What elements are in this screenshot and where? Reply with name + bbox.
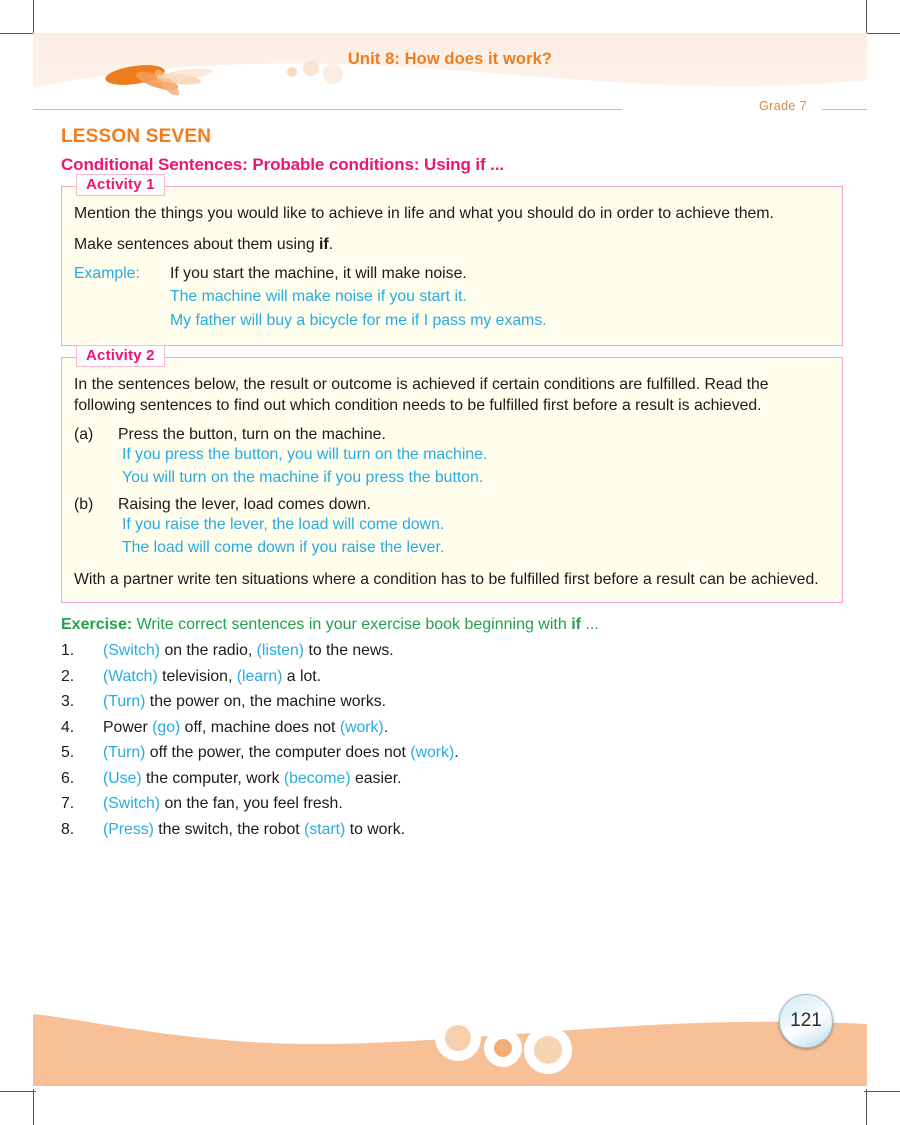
exercise-item-number: 1. — [61, 642, 75, 660]
exercise-item-text — [103, 795, 343, 813]
item-marker: (b) — [74, 495, 94, 513]
page-footer — [33, 990, 867, 1086]
item-answer-line: You will turn on the machine if you press the button. — [122, 468, 484, 486]
exercise-item — [61, 821, 843, 839]
example-line: My father will buy a bicycle for me if I pass my exams. — [170, 312, 547, 330]
exercise-item-number: 4. — [61, 718, 75, 736]
exercise-item — [61, 642, 843, 660]
exercise-verb-cue: (Turn) — [103, 744, 146, 762]
crop-mark-right-bottom — [864, 1091, 900, 1092]
crop-mark-bottom-right — [866, 1089, 867, 1125]
footer-wave-decoration — [33, 990, 867, 1086]
exercise-item — [61, 770, 843, 788]
exercise-verb-cue: (Press) — [103, 820, 154, 838]
exercise-item — [61, 719, 843, 737]
exercise-text-segment: the computer, work — [141, 769, 284, 787]
exercise-text-segment: to work. — [345, 820, 406, 838]
activity-1-instruction — [74, 234, 828, 255]
exercise-text-segment: . — [454, 744, 459, 762]
activity-2-item — [74, 426, 828, 490]
exercise-verb-cue: (go) — [152, 718, 181, 736]
crop-mark-top-right — [866, 0, 867, 36]
crop-mark-left-bottom — [0, 1091, 36, 1092]
item-answer-line: If you press the button, you will turn on the machine. — [122, 445, 488, 463]
exercise-item-number: 2. — [61, 667, 75, 685]
exercise-verb-cue: (work) — [339, 718, 384, 736]
exercise-text-segment: off the power, the computer does not — [145, 744, 411, 762]
exercise-item-text — [103, 693, 386, 711]
page-content — [33, 122, 867, 846]
exercise-verb-cue: (learn) — [236, 667, 283, 685]
exercise-text-segment: on the radio, — [160, 642, 257, 660]
exercise-item — [61, 693, 843, 711]
exercise-item — [61, 795, 843, 813]
exercise-text-segment: to the news. — [304, 642, 394, 660]
exercise-lead-label: Exercise: — [61, 616, 133, 634]
activity-1-box — [61, 176, 843, 346]
exercise-item-text — [103, 642, 394, 660]
activity-2-box — [61, 346, 843, 604]
exercise-item-number: 8. — [61, 820, 75, 838]
exercise-text-segment: the switch, the robot — [153, 820, 305, 838]
grade-rule-row — [33, 99, 867, 121]
exercise-verb-cue: (Use) — [103, 769, 142, 787]
crop-mark-right-top — [864, 33, 900, 34]
activity-2-item — [74, 496, 828, 560]
exercise-heading — [61, 616, 843, 634]
page-number-badge: 121 — [779, 994, 833, 1048]
rule-left — [33, 109, 622, 110]
grade-label: Grade 7 — [751, 99, 815, 113]
exercise-text-segment: television, — [157, 667, 237, 685]
exercise-instruction-post: ... — [580, 616, 599, 634]
instruction-pre: Make sentences about them using — [74, 236, 319, 253]
exercise-verb-cue: (work) — [410, 744, 455, 762]
crop-mark-left-top — [0, 33, 36, 34]
activity-1-example-row — [74, 265, 828, 283]
activity-1-intro: Mention the things you would like to achieve in life and what you should do in order to achieve them. — [74, 205, 774, 222]
exercise-keyword: if — [571, 616, 581, 634]
exercise-verb-cue: (listen) — [256, 642, 305, 660]
page-header — [33, 33, 867, 100]
exercise-text-segment: the power on, the machine works. — [145, 693, 387, 711]
exercise-item — [61, 668, 843, 686]
exercise-verb-cue: (Switch) — [103, 795, 161, 813]
exercise-text-segment: on the fan, you feel fresh. — [160, 795, 343, 813]
exercise-verb-cue: (start) — [304, 820, 346, 838]
exercise-item-text — [103, 719, 388, 737]
exercise-item — [61, 744, 843, 762]
exercise-item-number: 3. — [61, 693, 75, 711]
lesson-subtitle: Conditional Sentences: Probable conditions: Using if ... — [61, 155, 505, 174]
exercise-verb-cue: (Turn) — [103, 693, 146, 711]
exercise-item-text — [103, 821, 405, 839]
exercise-verb-cue: (Switch) — [103, 642, 161, 660]
activity-2-intro: In the sentences below, the result or outcome is achieved if certain conditions are fulfilled. Read the following sentences to find out which condition needs to be fulfilled first before a result is achieved. — [74, 375, 769, 414]
instruction-keyword: if — [319, 236, 329, 253]
exercise-item-text — [103, 744, 459, 762]
example-label: Example: — [74, 265, 140, 282]
item-main-sentence: Press the button, turn on the machine. — [118, 425, 386, 443]
exercise-verb-cue: (become) — [283, 769, 351, 787]
activity-2-closing: With a partner write ten situations where a condition has to be fulfilled first before a result can be achieved. — [74, 571, 819, 589]
rule-right — [822, 109, 867, 110]
exercise-text-segment: off, machine does not — [180, 718, 340, 736]
exercise-item-number: 7. — [61, 795, 75, 813]
crop-mark-top-left — [33, 0, 34, 36]
exercise-item-number: 5. — [61, 744, 75, 762]
activity-2-label: Activity 2 — [76, 345, 165, 367]
exercise-text-segment: . — [383, 718, 389, 736]
instruction-post: . — [328, 236, 334, 253]
item-answer-line: The load will come down if you raise the lever. — [122, 538, 445, 556]
exercise-item-number: 6. — [61, 769, 75, 787]
lesson-title: LESSON SEVEN — [61, 126, 212, 147]
activity-1-label: Activity 1 — [76, 174, 165, 196]
example-line: The machine will make noise if you start it. — [170, 288, 467, 305]
unit-title: Unit 8: How does it work? — [347, 50, 553, 68]
item-heading-row — [74, 496, 828, 514]
exercise-text-segment: Power — [103, 718, 153, 736]
item-main-sentence: Raising the lever, load comes down. — [118, 495, 371, 513]
item-heading-row — [74, 426, 828, 444]
crop-mark-bottom-left — [33, 1089, 34, 1125]
example-main-sentence: If you start the machine, it will make noise. — [170, 265, 467, 282]
exercise-text-segment: a lot. — [282, 667, 322, 685]
exercise-verb-cue: (Watch) — [103, 667, 158, 685]
exercise-list — [61, 642, 843, 839]
exercise-text-segment: easier. — [350, 769, 402, 787]
exercise-item-text — [103, 770, 402, 788]
item-answer-line: If you raise the lever, the load will come down. — [122, 515, 445, 533]
exercise-instruction-pre: Write correct sentences in your exercise book beginning with — [132, 616, 572, 634]
item-marker: (a) — [74, 425, 94, 443]
exercise-item-text — [103, 668, 321, 686]
page — [33, 33, 867, 1086]
